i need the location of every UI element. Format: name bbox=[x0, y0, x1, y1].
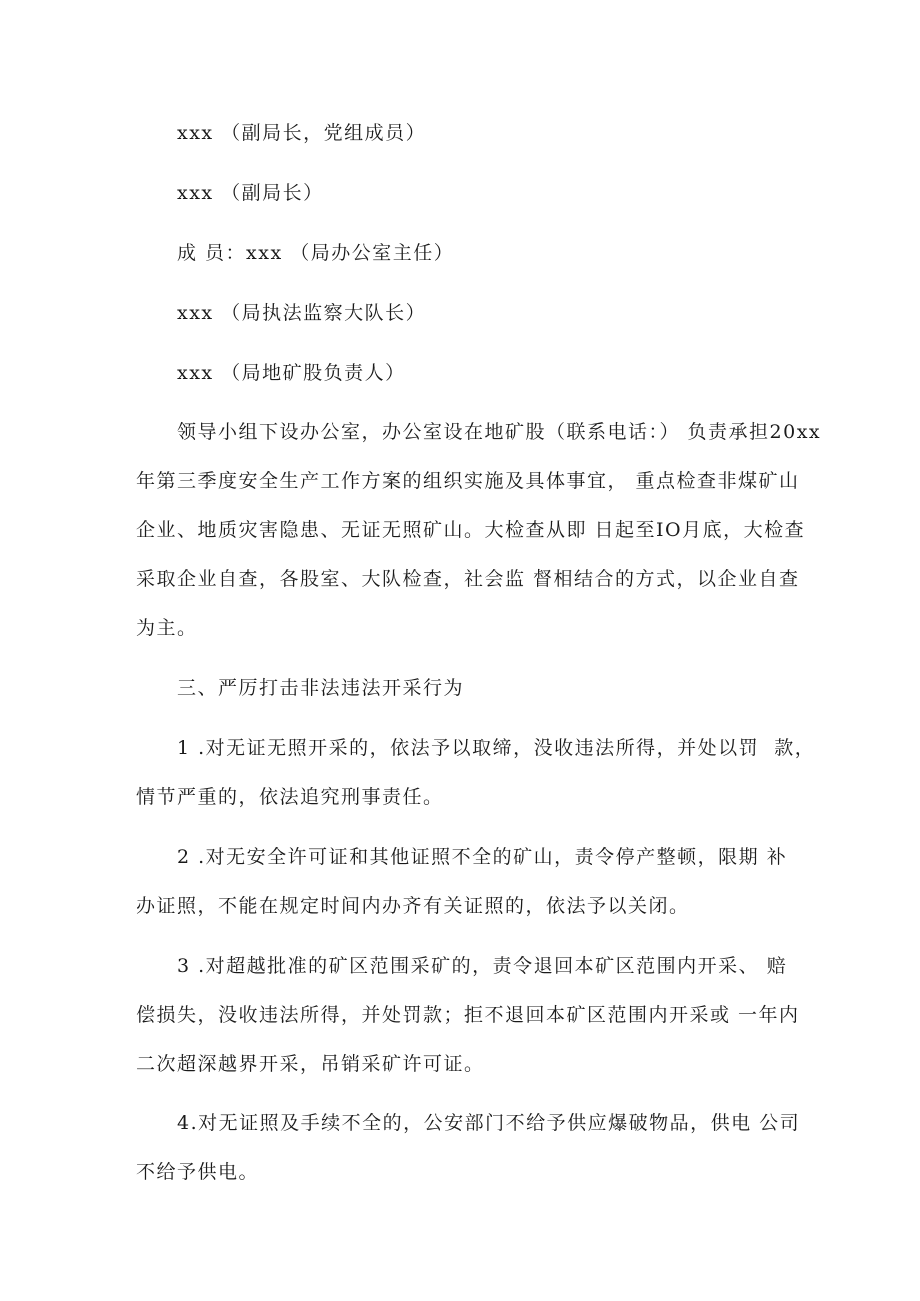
item-1-line: 1 .对无证无照开采的，依法予以取缔，没收违法所得，并处以罚 款， bbox=[177, 737, 816, 759]
office-paragraph-line: 采取企业自查，各股室、大队检查，社会监 督相结合的方式，以企业自查 bbox=[136, 568, 800, 590]
item-3-line: 3 .对超越批准的矿区范围采矿的，责令退回本矿区范围内开采、 赔 bbox=[177, 955, 788, 977]
item-2-line: 办证照，不能在规定时间内办齐有关证照的，依法予以关闭。 bbox=[136, 895, 690, 917]
member-line-enforcement-captain: xxx （局执法监察大队长） bbox=[177, 302, 427, 324]
member-line-mining-section-head: xxx （局地矿股负责人） bbox=[177, 362, 406, 384]
section-heading: 三、严厉打击非法违法开采行为 bbox=[177, 677, 465, 699]
member-line-deputy-director: xxx （副局长） bbox=[177, 182, 324, 204]
office-paragraph-line: 为主。 bbox=[136, 617, 198, 639]
member-line-office-director: 成 员：xxx （局办公室主任） bbox=[177, 242, 455, 264]
office-paragraph-line: 年第三季度安全生产工作方案的组织实施及具体事宜， 重点检查非煤矿山 bbox=[136, 470, 800, 492]
item-1-line: 情节严重的，依法追究刑事责任。 bbox=[136, 786, 444, 808]
item-3-line: 偿损失，没收违法所得，并处罚款；拒不退回本矿区范围内开采或 一年内 bbox=[136, 1004, 800, 1026]
item-2-line: 2 .对无安全许可证和其他证照不全的矿山，责令停产整顿，限期 补 bbox=[177, 846, 788, 868]
member-line-deputy-director-party: xxx （副局长，党组成员） bbox=[177, 122, 427, 144]
office-paragraph-line: 领导小组下设办公室，办公室设在地矿股（联系电话：） 负责承担20xx bbox=[177, 421, 822, 443]
item-4-line: 不给予供电。 bbox=[136, 1161, 260, 1183]
office-paragraph-line: 企业、地质灾害隐患、无证无照矿山。大检查从即 日起至IO月底，大检查 bbox=[136, 519, 806, 541]
item-4-line: 4.对无证照及手续不全的，公安部门不给予供应爆破物品，供电 公司 bbox=[177, 1112, 801, 1134]
item-3-line: 二次超深越界开采，吊销采矿许可证。 bbox=[136, 1053, 485, 1075]
